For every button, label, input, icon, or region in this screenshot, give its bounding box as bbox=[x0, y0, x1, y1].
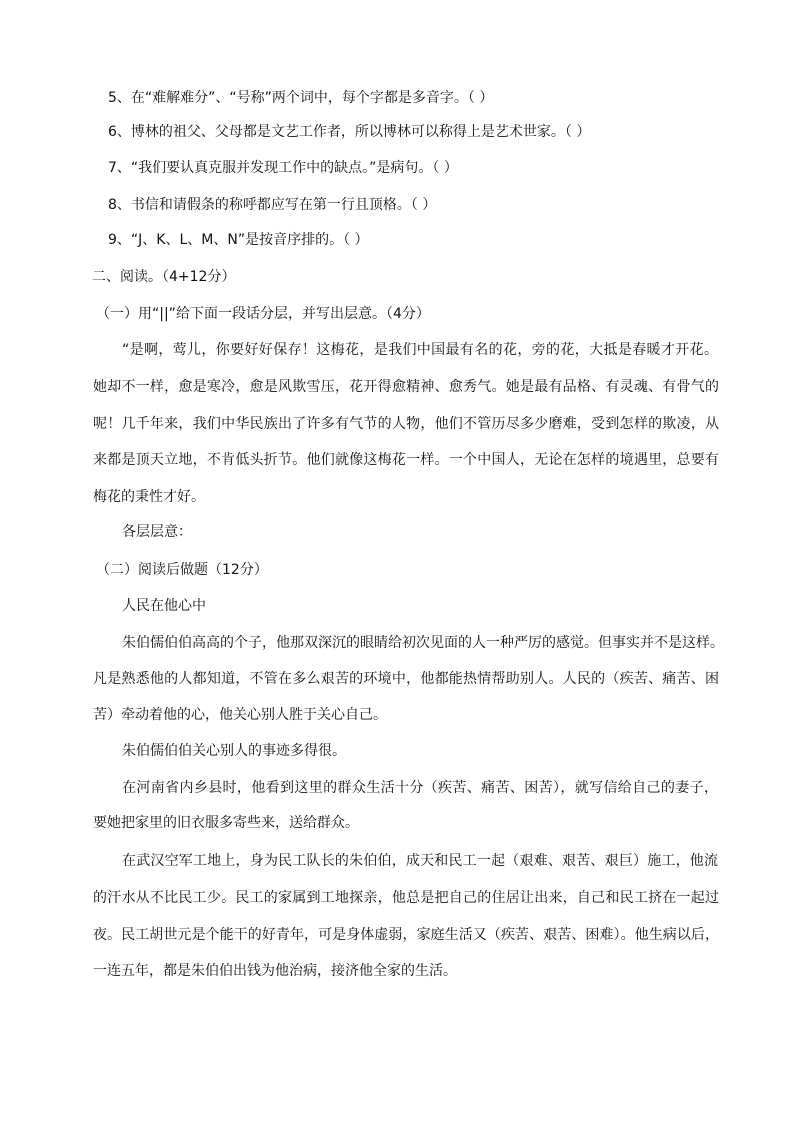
article-line: 苦）牵动着他的心，他关心别人胜于关心自己。 bbox=[93, 707, 387, 723]
article-line: 朱伯儒伯伯关心别人的事迹多得很。 bbox=[122, 743, 346, 759]
part2-heading: （二）阅读后做题（12分） bbox=[96, 562, 268, 578]
passage-line: 她却不一样，愈是寒冷，愈是风欺雪压，花开得愈精神、愈秀气。她是最有品格、有灵魂、有骨气的 bbox=[93, 379, 719, 395]
article-line: 一连五年，都是朱伯伯出钱为他治病，接济他全家的生活。 bbox=[93, 963, 457, 979]
article-line: 在河南省内乡县时，他看到这里的群众生活十分（疾苦、痛苦、困苦），就写信给自己的妻子， bbox=[122, 780, 718, 796]
answer-label: 各层层意： bbox=[122, 524, 192, 540]
question-6: 6、博林的祖父、父母都是文艺工作者，所以博林可以称得上是艺术世家。（ ） bbox=[108, 124, 591, 140]
question-9: 9、“J、K、L、M、N”是按音序排的。（ ） bbox=[108, 232, 369, 248]
question-7: 7、“我们要认真克服并发现工作中的缺点。”是病句。（ ） bbox=[108, 160, 458, 176]
part1-heading: （一）用“||”给下面一段话分层，并写出层意。（4分） bbox=[96, 306, 430, 322]
article-line: 凡是熟悉他的人都知道，不管在多么艰苦的环境中，他都能热情帮助别人。人民的（疾苦、痛苦、困 bbox=[93, 671, 719, 687]
question-8: 8、书信和请假条的称呼都应写在第一行且顶格。（ ） bbox=[108, 197, 437, 213]
article-line: 的汗水从不比民工少。民工的家属到工地探亲，他总是把自己的住居让出来，自己和民工挤在一起过 bbox=[93, 890, 719, 906]
passage-line: 梅花的秉性才好。 bbox=[93, 489, 205, 505]
article-line: 夜。民工胡世元是个能干的好青年，可是身体虚弱，家庭生活又（疾苦、艰苦、困难）。他生病以后， bbox=[93, 927, 719, 943]
article-line: 在武汉空军工地上，身为民工队长的朱伯伯，成天和民工一起（艰难、艰苦、艰巨）施工，他流 bbox=[122, 853, 718, 869]
question-5: 5、在“难解难分”、“号称”两个词中，每个字都是多音字。（ ） bbox=[108, 90, 494, 106]
article-line: 朱伯儒伯伯高高的个子，他那双深沉的眼睛给初次见面的人一种严厉的感觉。但事实并不是这样。 bbox=[122, 635, 724, 651]
passage-line: 来都是顶天立地，不肯低头折节。他们就像这梅花一样。一个中国人，无论在怎样的境遇里，总要有 bbox=[93, 452, 719, 468]
article-title: 人民在他心中 bbox=[122, 598, 206, 614]
passage-line: “是啊，莺儿，你要好好保存！这梅花，是我们中国最有名的花，旁的花，大抵是春暖才开花。 bbox=[122, 342, 718, 358]
passage-line: 呢！几千年来，我们中华民族出了许多有气节的人物，他们不管历尽多少磨难，受到怎样的欺凌，从 bbox=[93, 416, 719, 432]
article-line: 要她把家里的旧衣服多寄些来，送给群众。 bbox=[93, 815, 359, 831]
section-heading-reading: 二、阅读。（4+12分） bbox=[92, 269, 236, 285]
